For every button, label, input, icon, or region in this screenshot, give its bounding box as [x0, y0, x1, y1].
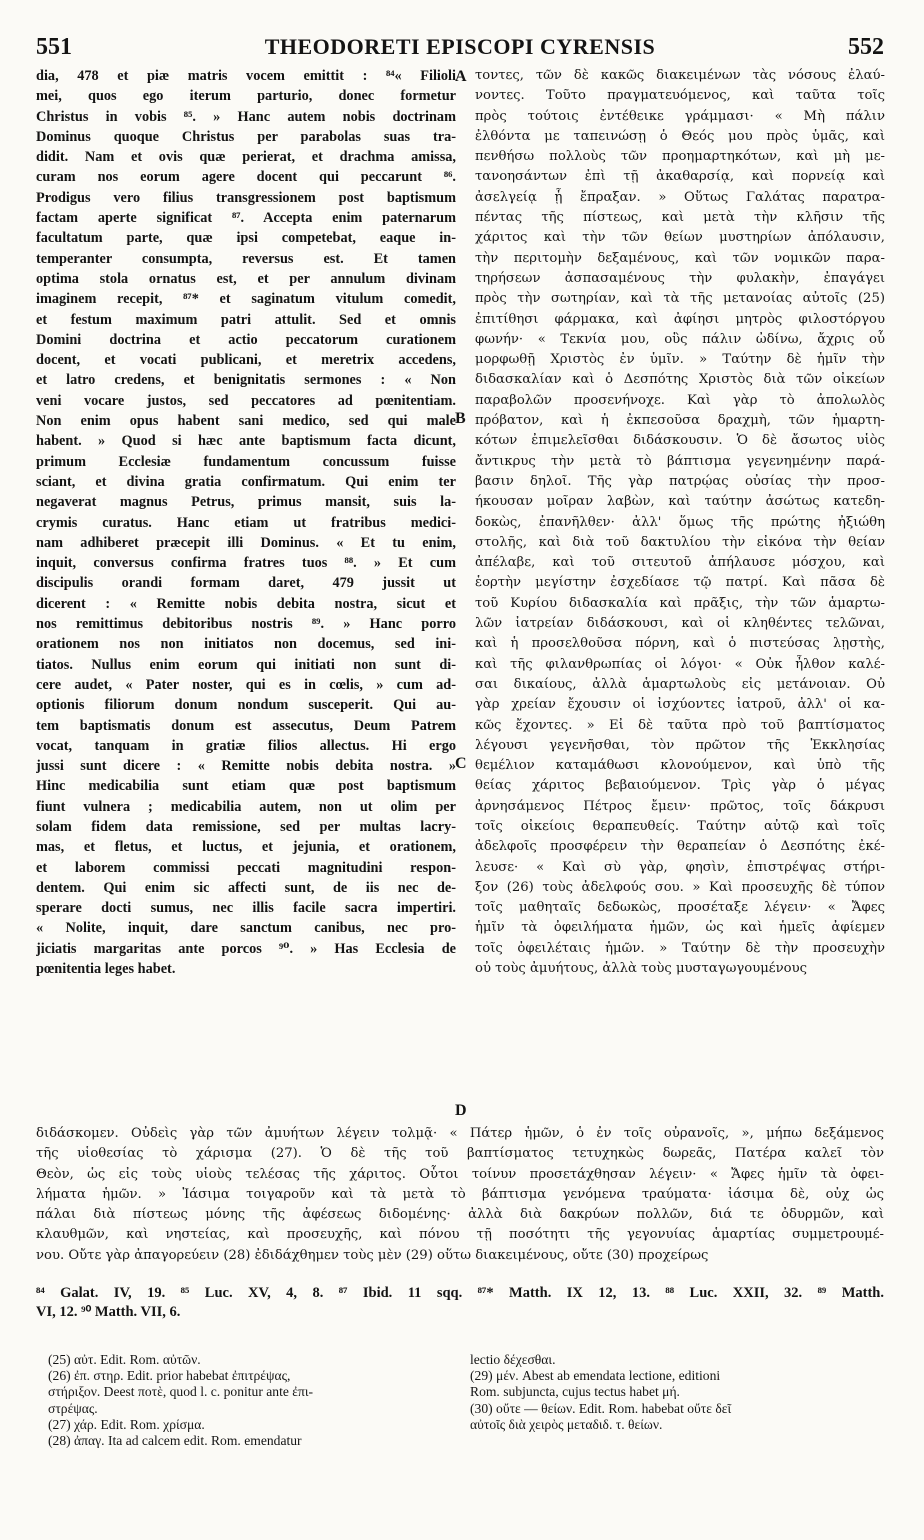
- greek-text-line: οὐ τοὺς ἀμυήτους, ἀλλὰ τοὺς μυσταγωγουμένους: [475, 961, 807, 977]
- greek-text-line: πέντας τῆς πίστεως, καὶ μετὰ τὴν κλῆσιν τῆς: [475, 210, 885, 226]
- latin-text-line: sperare docti sumus, nec illis facile sacra impertiri.: [36, 900, 456, 917]
- greek-text-line: ἡμῖν τὰ ὀφειλήματα ἡμῶν, ὡς καὶ ἡμεῖς ἀφίεμεν: [475, 920, 885, 936]
- footnote-line: στρέψας.: [48, 1400, 98, 1416]
- footnote-line: Rom. subjuncta, cujus tectus habet μή.: [470, 1384, 680, 1400]
- section-marker-d: D: [455, 1102, 467, 1119]
- greek-text-line: τανοησάντων ἐπὶ τῇ ἀκαθαρσίᾳ, καὶ πορνείᾳ καὶ: [475, 169, 885, 185]
- latin-text-line: dicerent : « Remitte nobis debita nostra, sicut et: [36, 595, 456, 612]
- latin-text-line: nam adhiberet præcepit illi Dominus. « Et tu enim,: [36, 534, 456, 551]
- greek-text-line: γὰρ χρείαν ἔχουσιν οἱ ἰσχύοντες ἰατροῦ, ἀλλ' οἱ κα-: [475, 697, 885, 713]
- footnote-line: αὐτοῖς διὰ χειρὸς μεταδιδ. τ. θείων.: [470, 1416, 663, 1432]
- greek-text-line: ἐπιτίθησι φάρμακα, καὶ ἀφίησι μητρὸς φιλοστόργου: [475, 311, 885, 327]
- footnote-line: (30) οὔτε — θείων. Edit. Rom. habebat οὔτε δεῖ: [470, 1400, 732, 1416]
- latin-text-line: crymis curatus. Hanc etiam ut fratribus medici-: [36, 514, 456, 531]
- scripture-references: [36, 1284, 884, 1322]
- footnote: [470, 1401, 884, 1433]
- greek-text-line: τὴν περιτομὴν δεξαμένους, καὶ τῶν νομικῶν παρα-: [475, 250, 885, 266]
- latin-text-line: orationem nos non initiatos non docemus, sed ini-: [36, 636, 456, 653]
- running-title: THEODORETI EPISCOPI CYRENSIS: [264, 34, 656, 59]
- footnote: [48, 1368, 446, 1417]
- latin-text-line: et laborem commissi peccati magnitudini respon-: [36, 859, 456, 876]
- footnote: [48, 1352, 446, 1368]
- greek-full-line: λήματα ἡμῶν. » Ἰάσιμα τοιγαροῦν καὶ τὰ μετὰ τὸ βάπτισμα γενόμενα τραύματα· ἰάσιμα δὲ, οὐχ ὡς: [36, 1186, 884, 1202]
- page-number-right: 552: [848, 34, 884, 60]
- latin-text-line: imaginem recepit, ⁸⁷* et saginatum vitulum comedit,: [36, 291, 456, 308]
- greek-text-line: λῶν ἰατρείαν διδάσκουσι, καὶ οἱ κληθέντες τελῶναι,: [475, 616, 885, 632]
- latin-text-line: optima stola ornatus est, et per annulum divinam: [36, 270, 456, 287]
- footnote-line: (29) μέν. Abest ab emendata lectione, editioni: [470, 1368, 721, 1384]
- latin-text-line: mei, quos ego iterum parturio, donec formetur: [36, 88, 456, 105]
- footnote-line: (27) χάρ. Edit. Rom. χρίσμα.: [48, 1416, 205, 1432]
- greek-text-line: ἀσελγείᾳ ᾗ ἔπραξαν. » Οὕτως Γαλάτας παρατρα-: [475, 189, 885, 205]
- greek-text-line: σαι δικαίους, ἀλλὰ ἁμαρτωλοὺς εἰς μετάνοιαν. Οὐ: [475, 676, 885, 692]
- greek-text-line: κῶς ἔχοντες. » Εἰ δὲ ταῦτα πρὸ τοῦ βαπτίσματος: [475, 717, 885, 733]
- latin-text-line: Domini doctrina et actio peccatorum curationem: [36, 331, 456, 348]
- latin-text-line: didit. Nam et ovis quæ perierat, et drachma amissa,: [36, 149, 456, 166]
- greek-text-line: ἐλθόντα με ταπεινώσῃ ὁ Θεός μου πρὸς ὑμᾶς, καὶ: [475, 128, 885, 144]
- greek-text-line: καὶ ἡ προσελθοῦσα πόρνη, καὶ ὁ πιστεύσας λῃστὴς,: [475, 636, 885, 652]
- greek-text-line: πρόβατον, καὶ ἡ ἐκπεσοῦσα δραχμὴ, τῶν ἡμαρτη-: [475, 413, 885, 429]
- greek-text-line: θείας χάριτος βεβαιούμενον. Τρὶς γὰρ ὁ μέγας: [475, 778, 885, 794]
- scripture-reference-line: VI, 12. ⁹⁰ Matth. VII, 6.: [36, 1304, 181, 1320]
- greek-full-line: νου. Οὔτε γὰρ ἀπαγορεύειν (28) ἐδιδάχθημεν τοὺς μὲν (29) οὕτω διακειμένους, οὔτε (30) προχείρως: [36, 1247, 709, 1263]
- latin-text-line: « Nolite, inquit, dare sanctum canibus, nec pro-: [36, 920, 456, 937]
- footnote: [48, 1417, 446, 1433]
- footnotes-right: [470, 1352, 884, 1433]
- greek-text-line: μορφωθῇ Χριστὸς ἐν ὑμῖν. » Ταύτην δὲ ἡμῖν τὴν: [475, 352, 885, 368]
- latin-text-line: Christus in vobis ⁸⁵. » Hanc autem nobis doctrinam: [36, 108, 456, 125]
- greek-text-line: φωνήν· « Τεκνία μου, οὓς πάλιν ὠδίνω, ἄχρις οὗ: [475, 331, 885, 347]
- section-marker-b: B: [455, 410, 466, 427]
- greek-full-line: πάλαι διὰ πίστεως μόνης τῆς ἀφέσεως διδομένης· ἀλλὰ διὰ δακρύων πολλῶν, διά τε ὀδυρμῶν, καὶ: [36, 1207, 884, 1223]
- greek-text-line: στολῆς, καὶ διὰ τοῦ δακτυλίου τὴν εἰκόνα τὴν θείαν: [475, 534, 885, 550]
- footnotes-left: [48, 1352, 446, 1449]
- latin-text-line: discipulis orandi formam daret, 479 jussit ut: [36, 575, 456, 592]
- greek-text-line: τηρήσεων ἀσπασαμένους τὴν φυλακὴν, ἐπαγάγει: [475, 270, 885, 286]
- footnote: [470, 1368, 884, 1400]
- latin-text-line: sciant, et divina gratia confirmatum. Qui enim ter: [36, 473, 456, 490]
- greek-text-line: βασιν δηλοῖ. Τῆς γὰρ πατρῴας οὐσίας τὴν προσ-: [475, 473, 885, 489]
- footnote-line: (26) ἐπ. στηρ. Edit. prior habebat ἐπιτρέψας,: [48, 1368, 291, 1384]
- latin-text-line: curam nos eorum agere docent qui peccarunt ⁸⁶.: [36, 169, 456, 186]
- greek-text-line: δοκὼς, ἐπανῆλθεν· ἀλλ' ὅμως τῆς πρώτης ἠξιώθη: [475, 514, 885, 530]
- latin-text-line: dentem. Qui enim sic affecti sunt, de iis nec de-: [36, 879, 456, 896]
- latin-text-line: Dominus quoque Christus per parabolas suas tra-: [36, 128, 456, 145]
- scripture-reference-line: ⁸⁴ Galat. IV, 19. ⁸⁵ Luc. XV, 4, 8. ⁸⁷ Ibid. 11 sqq. ⁸⁷* Matth. IX 12, 13. ⁸⁸ Luc. XXII, 32. ⁸⁹ Matth.: [36, 1285, 884, 1301]
- greek-text-line: ἀπέλαβε, καὶ τοῦ σιτευτοῦ ἀπήλαυσε μόσχου, καὶ: [475, 555, 885, 571]
- latin-text-line: solam fidem data remissione, sed per multas lacry-: [36, 818, 456, 835]
- greek-text-line: τοῦ Κυρίου διδασκαλία καὶ πρᾶξις, τὴν τῶν ἁμαρτω-: [475, 595, 885, 611]
- greek-text-line: λέγουσι γεγενῆσθαι, τὸν πρῶτον τῆς Ἐκκλησίας: [475, 737, 885, 753]
- greek-full-line: τῆς υἱοθεσίας τὸ χάρισμα (27). Ὁ δὲ τῆς τοῦ βαπτίσματος τετυχηκὼς δωρεᾶς, Πατέρα καλεῖ τὸν: [36, 1146, 884, 1162]
- section-marker-a: A: [455, 68, 467, 85]
- latin-text-line: jiciatis margaritas ante porcos ⁹⁰. » Has Ecclesia de: [36, 940, 456, 957]
- greek-text-line: χάριτος καὶ τὴν τῶν θείων μυστηρίων ἀπόλαυσιν,: [475, 230, 885, 246]
- latin-text-line: fiunt vulnera ; medicabilia autem, non ut olim per: [36, 798, 456, 815]
- greek-text-line: ξον (26) τοὺς ἀδελφούς σου. » Καὶ προσευχῆς δὲ τύπον: [475, 879, 885, 895]
- greek-text-line: θεμέλιον καταμάθωσι κλονούμενον, καὶ ὑπὸ τῆς: [475, 758, 885, 774]
- latin-text-line: vocat, tanquam in gratiæ filios allectus. Hi ergo: [36, 737, 456, 754]
- latin-column: [36, 66, 456, 979]
- footnote-line: lectio δέχεσθαι.: [470, 1352, 556, 1367]
- greek-text-line: τοῖς ὀφειλέταις ἡμῶν. » Ταύτην δὲ τὴν προσευχὴν: [475, 940, 885, 956]
- greek-full-line: Θεὸν, ὡς εἰς τοὺς υἱοὺς τελέσας τῆς χάριτος. Οὗτοι τοίνυν προσετάχθησαν λέγειν· « Ἄφες ἡμῖν τὰ ὀφει-: [36, 1166, 884, 1182]
- latin-text-line: tem baptismatis donum est assecutus, Deum Patrem: [36, 717, 456, 734]
- footnote-line: (25) αὐτ. Edit. Rom. αὐτῶν.: [48, 1352, 201, 1367]
- greek-text-line: τοῖς μαθηταῖς δεδωκὼς, προσέταξε λέγειν· « Ἄφες: [475, 900, 885, 916]
- latin-text-line: jussi sunt dicere : « Remitte nobis debita nostra. »: [36, 758, 456, 775]
- greek-text-line: ἑορτὴν μεγίστην ἐσχεδίασε τῷ πατρί. Καὶ πᾶσα δὲ: [475, 575, 885, 591]
- latin-text-line: dia, 478 et piæ matris vocem emittit : ⁸⁴« Filioli: [36, 68, 456, 84]
- latin-text-line: tiatos. Nullus enim eorum qui initiati non sunt di-: [36, 656, 456, 673]
- greek-text-line: ἀδελφοῖς προσφέρειν τὴν θεραπείαν ὁ Δεσπότης ἐκέ-: [475, 839, 885, 855]
- greek-text-line: τοῖς οἰκείοις θεραπευθείς. Ταύτην αὐτῷ καὶ τοῖς: [475, 818, 885, 834]
- greek-text-line: πενθήσω πολλοὺς τῶν προημαρτηκότων, καὶ μὴ με-: [475, 149, 885, 165]
- greek-text-line: ἄντικρυς τὴν μετὰ τὸ βάπτισμα γεγενημένην παρά-: [475, 453, 885, 469]
- latin-text-line: inquit, conversus confirma fratres tuos ⁸⁸. » Et cum: [36, 555, 456, 572]
- latin-text-line: cere audet, « Pater noster, qui es in cœlis, » cum ad-: [36, 676, 456, 693]
- greek-column: [475, 66, 885, 979]
- greek-text-line: κότων ἐπιμελεῖσθαι διδάσκουσιν. Ὁ δὲ ἄσωτος υἱὸς: [475, 433, 885, 449]
- page-header: [36, 34, 884, 64]
- greek-text-line: πρὸς τούτοις ἐντέθεικε γράμμασι· « Μὴ πάλιν: [475, 108, 885, 124]
- latin-text-line: docent, et vocati publicani, et meretrix accedens,: [36, 352, 456, 369]
- greek-full-width-text: [36, 1124, 884, 1266]
- greek-text-line: καὶ τῆς φιλανθρωπίας οἱ λόγοι· « Οὐκ ἦλθον καλέ-: [475, 656, 885, 672]
- latin-text-line: primum Ecclesiæ fundamentum concussum fuisse: [36, 453, 456, 470]
- greek-full-line: κλαυθμῶν, καὶ νηστείας, καὶ προσευχῆς, καὶ πόνου τῇ ποσότητι τῆς γεγονυίας ἁμαρτίας συμμετρουμέ-: [36, 1227, 884, 1243]
- greek-text-line: παραβολῶν προσενήνοχε. Καὶ γὰρ τὸ ἀπολωλὸς: [475, 392, 885, 408]
- latin-text-line: facultatum parte, quæ ipsi competebat, eaque in-: [36, 230, 456, 247]
- latin-text-line: negaverat magnus Petrus, primus mansit, suis la-: [36, 494, 456, 511]
- page-number-left: 551: [36, 34, 72, 60]
- greek-text-line: τοντες, τῶν δὲ κακῶς διακειμένων τὰς νόσους ἐλαύ-: [475, 68, 885, 83]
- footnote: [470, 1352, 884, 1368]
- greek-full-line: διδάσκομεν. Οὐδεὶς γὰρ τῶν ἀμυήτων λέγειν τολμᾷ· « Πάτερ ἡμῶν, ὁ ἐν τοῖς οὐρανοῖς, », μήπω δεξάμενος: [36, 1126, 884, 1141]
- latin-text-line: et festum maximum patri attulit. Sed et omnis: [36, 311, 456, 328]
- latin-text-line: Non enim opus habent sani medico, sed qui male: [36, 413, 456, 430]
- latin-text-line: factam aperte significat ⁸⁷. Accepta enim paternarum: [36, 210, 456, 227]
- latin-text-line: mas, et fletus, et luctus, et jejunia, et orationem,: [36, 839, 456, 856]
- latin-text-line: pœnitentia leges habet.: [36, 961, 176, 978]
- greek-text-line: ἀρνησάμενος Πέτρος ἔμειν· πρῶτος, τοῖς δάκρυσι: [475, 798, 885, 814]
- latin-text-line: et latro credens, et benignitatis sermones : « Non: [36, 372, 456, 389]
- footnote: [48, 1433, 446, 1449]
- footnote-line: (28) ἀπαγ. Ita ad calcem edit. Rom. emendatur: [48, 1433, 302, 1449]
- latin-text-line: Hinc medicabilia sunt etiam quæ post baptismum: [36, 778, 456, 795]
- greek-text-line: ήκουσαν μοῖραν λαβὼν, καὶ ταύτην ἀσώτως κατεδη-: [475, 494, 885, 510]
- greek-text-line: πρὸς τὴν σωτηρίαν, καὶ τὰ τῆς μετανοίας αὐτοῖς (25): [475, 291, 885, 307]
- latin-text-line: habent. » Quod si hæc ante baptismum facta dicunt,: [36, 433, 456, 450]
- latin-text-line: nos remittimus debitoribus nostris ⁸⁹. » Hanc porro: [36, 616, 456, 633]
- footnote-line: στήριξον. Deest ποτὲ, quod l. c. ponitur ante ἐπι-: [48, 1384, 314, 1400]
- greek-text-line: διδασκαλίαν καὶ ὁ Δεσπότης Χριστὸς διὰ τῶν οἰκείων: [475, 372, 885, 388]
- latin-text-line: Prodigus vero filius transgressionem post baptismum: [36, 189, 456, 206]
- greek-text-line: νοντες. Τοῦτο πραγματευόμενος, καὶ ταῦτα τοῖς: [475, 88, 885, 104]
- latin-text-line: optionis filiorum donum nondum susceperit. Qui au-: [36, 697, 456, 714]
- latin-text-line: temperanter consumpta, reversus est. Et tamen: [36, 250, 456, 267]
- greek-text-line: λευσε· « Καὶ σὺ γὰρ, φησὶν, ἐπιστρέψας στήρι-: [475, 859, 885, 875]
- section-marker-c: C: [455, 755, 467, 772]
- latin-text-line: veni vocare justos, sed peccatores ad pœnitentiam.: [36, 392, 456, 409]
